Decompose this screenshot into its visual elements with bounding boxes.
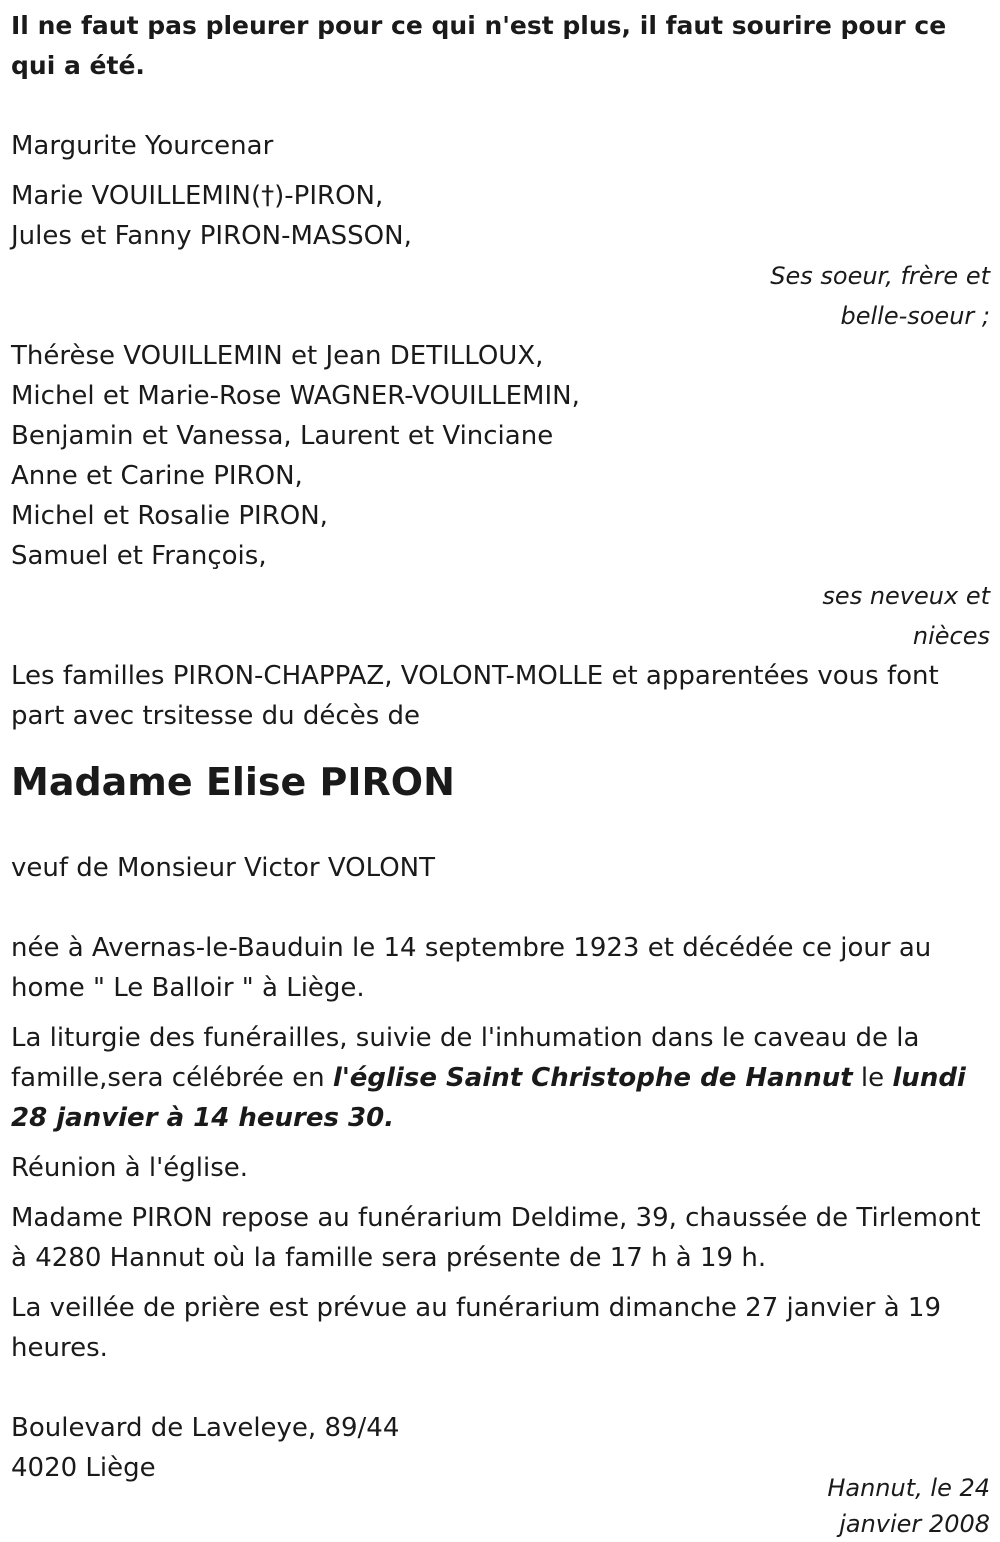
- rest-text: Madame PIRON repose au funérarium Deldime, 39, chaussée de Tirlemont à 4280 Hannut où la famille sera présente de 17 h à 19 h.: [11, 1203, 981, 1273]
- vigil-text: La veillée de prière est prévue au funérarium dimanche 27 janvier à 19 heures.: [11, 1293, 942, 1363]
- birth-death-text: née à Avernas-le-Bauduin le 14 septembre 1923 et décédée ce jour au home " Le Balloir " à Liège.: [11, 933, 932, 1003]
- address-street: Boulevard de Laveleye, 89/44: [11, 1413, 400, 1443]
- cross-symbol: †: [261, 181, 275, 211]
- nephew-line: Thérèse VOUILLEMIN et Jean DETILLOUX,: [11, 341, 544, 371]
- widow-of: veuf de Monsieur Victor VOLONT: [11, 853, 435, 883]
- sibling-line: Marie VOUILLEMIN(†)-PIRON,: [11, 181, 384, 211]
- address-city: 4020 Liège: [11, 1453, 156, 1483]
- nephews-block: [11, 336, 990, 656]
- siblings-block: [11, 176, 990, 336]
- nephew-line: Michel et Marie-Rose WAGNER-VOUILLEMIN,: [11, 381, 580, 411]
- epigraph-quote: Il ne faut pas pleurer pour ce qui n'est plus, il faut sourire pour ce qui a été.: [11, 11, 947, 80]
- funeral-text: La liturgie des funérailles, suivie de l'inhumation dans le caveau de la famille,sera célébrée en l'église Saint Christophe de Hannut le lundi 28 janvier à 14 heures 30.: [11, 1023, 966, 1133]
- nephew-line: Michel et Rosalie PIRON,: [11, 501, 328, 531]
- church-name: l'église Saint Christophe de Hannut: [332, 1063, 853, 1093]
- siblings-caption: Ses soeur, frère et belle-soeur ;: [770, 262, 990, 330]
- meeting-text: Réunion à l'église.: [11, 1153, 249, 1183]
- deceased-name: Madame Elise PIRON: [11, 760, 455, 804]
- nephew-line: Samuel et François,: [11, 541, 267, 571]
- death-notice: [11, 6, 990, 1542]
- sibling-line: Jules et Fanny PIRON-MASSON,: [11, 221, 412, 251]
- epigraph-author: Margurite Yourcenar: [11, 131, 274, 161]
- nephew-line: Benjamin et Vanessa, Laurent et Vinciane: [11, 421, 554, 451]
- nephews-caption: ses neveux et nièces: [822, 582, 990, 650]
- announcement-text: Les familles PIRON-CHAPPAZ, VOLONT-MOLLE et apparentées vous font part avec trsitesse du décès de: [11, 661, 939, 731]
- funeral-datetime: lundi 28 janvier à 14 heures 30.: [11, 1063, 966, 1133]
- place-date: Hannut, le 24 janvier 2008: [827, 1474, 990, 1538]
- nephew-line: Anne et Carine PIRON,: [11, 461, 303, 491]
